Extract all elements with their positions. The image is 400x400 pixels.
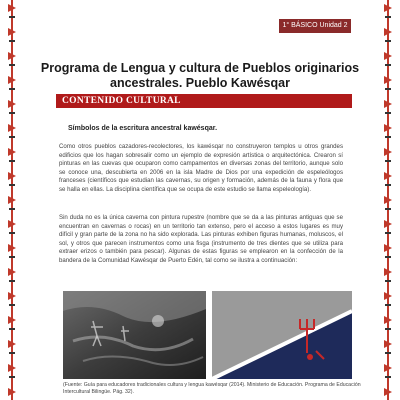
section-header-label: CONTENIDO CULTURAL — [62, 96, 181, 106]
page-title-line-2: ancestrales. Pueblo Kawésqar — [110, 76, 290, 90]
unit-badge: 1° BÁSICO Unidad 2 — [279, 19, 351, 33]
page-title-line-1: Programa de Lengua y cultura de Pueblos originarios — [40, 61, 360, 75]
subheading: Símbolos de la escritura ancestral kawésqar. — [68, 125, 218, 132]
page-title — [40, 61, 360, 91]
kawesqar-community-flag — [212, 291, 352, 379]
left-decorative-border — [6, 0, 18, 400]
right-decorative-border — [382, 0, 394, 400]
paragraph-1: Como otros pueblos cazadores-recolectores, los kawésqar no construyeron templos u otros grandes edificios que los hagan sobresalir como un ejemplo de expresión artística o arquitectónica. Crearon sí pinturas en las cuevas que ocuparon como campamentos en diversas zonas del territorio, aunque solo se conoce una, descubierta en 2006 en la isla Madre de Dios por una expedición de espeleólogos franceses (científicos que estudian las cavernas, su origen y formación, además de la fauna y flora que se halla en ellas. La disciplina científica que se ocupa de este estudio se llama espeleología). — [59, 143, 343, 193]
section-header-bar — [56, 94, 352, 108]
figure-caption: (Fuente: Guía para educadores tradicionales cultura y lengua kawésqar (2014). Ministerio de Educación. Programa de Educación Intercultural Bilingüe. Pág. 32). — [63, 382, 361, 395]
cave-painting-photo — [63, 291, 206, 379]
paragraph-2: Sin duda no es la única caverna con pintura rupestre (nombre que se da a las pinturas antiguas que se encuentran en cavernas o rocas) en un territorio tan extenso, pero el acceso a estos lugares es muy difícil y gran parte de la zona no ha sido explorada. Las pinturas exhiben figuras humanas, moluscos, el sol, y otros que parecen instrumentos como una fisga (instrumento de tres dientes que se utiliza para extraer erizos o también para pescar). Algunas de estas figuras se emplearon en la confección de la bandera de la Comunidad Kawésqar de Puerto Edén, tal como se ilustra a continuación: — [59, 214, 343, 264]
